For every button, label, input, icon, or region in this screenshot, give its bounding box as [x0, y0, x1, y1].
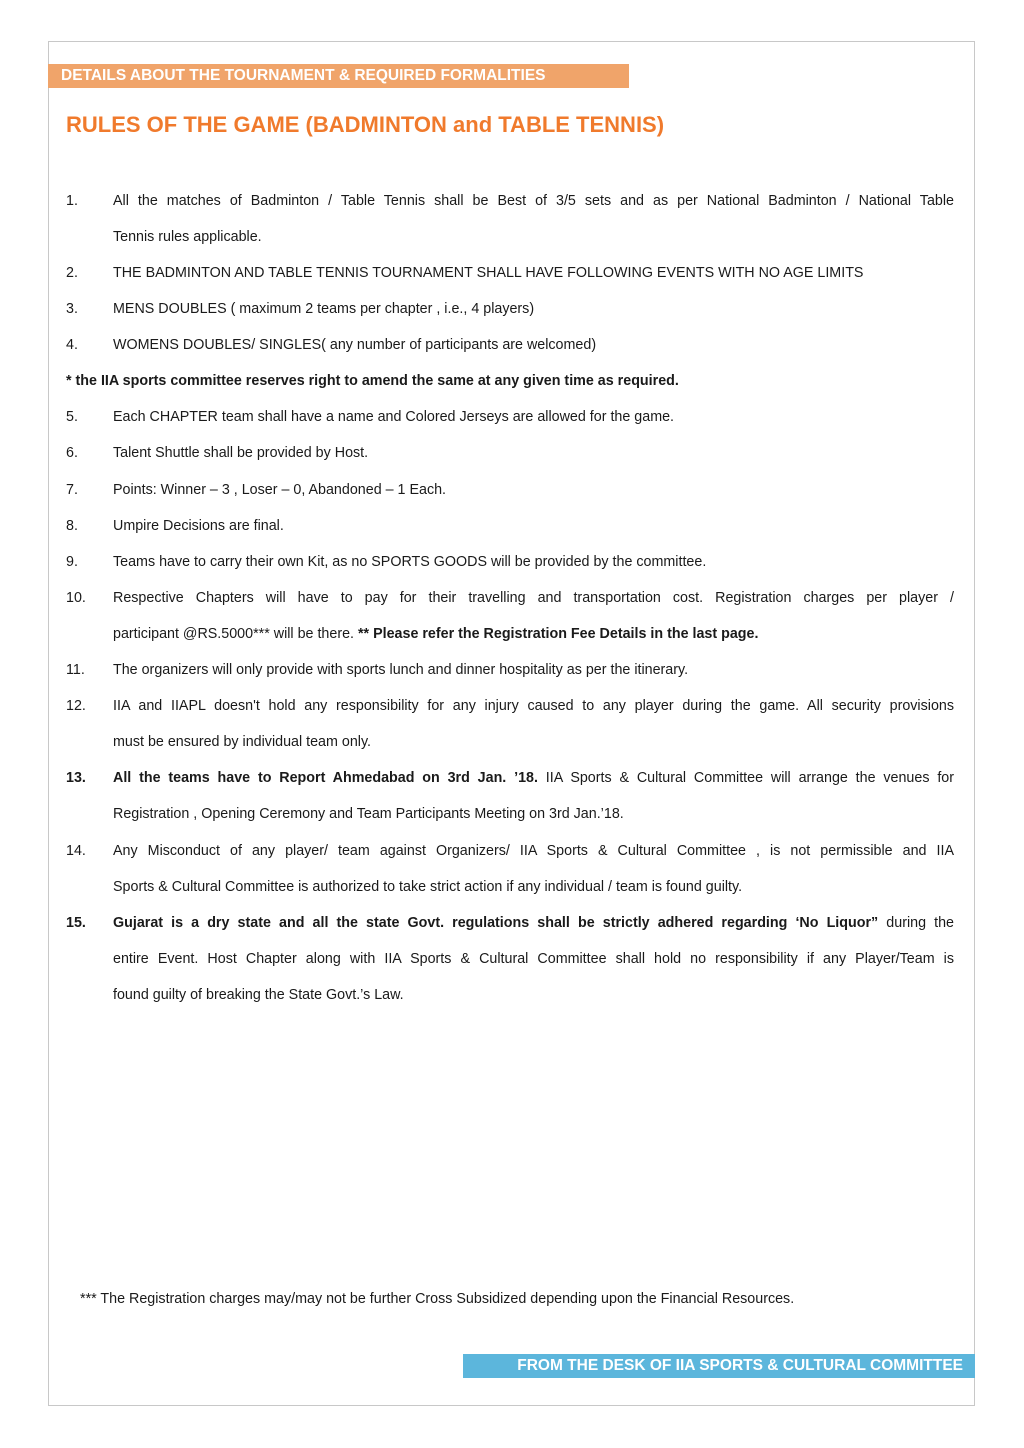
rule-text-continued: entire Event. Host Chapter along with IIA Sports & Cultural Committee shall hold no responsibility if any Player/Team is — [113, 951, 954, 967]
rule-text-continued — [113, 624, 954, 644]
rule-text-continued: found guilty of breaking the State Govt.’s Law. — [113, 987, 404, 1003]
footnote: *** The Registration charges may/may not be further Cross Subsidized depending upon the Financial Resources. — [80, 1291, 795, 1307]
rule-text-continued: must be ensured by individual team only. — [113, 734, 372, 750]
dry-state-text: Gujarat is a dry state and all the state Govt. regulations shall be strictly adhered regarding ‘No Liquor” — [113, 915, 879, 931]
rule-text: WOMENS DOUBLES/ SINGLES( any number of participants are welcomed) — [113, 337, 597, 353]
rule-number: 4. — [66, 337, 78, 353]
footer-banner: FROM THE DESK OF IIA SPORTS & CULTURAL COMMITTEE — [463, 1354, 975, 1378]
committee-note: * the IIA sports committee reserves right to amend the same at any given time as required. — [66, 373, 679, 389]
rule-text: Any Misconduct of any player/ team against Organizers/ IIA Sports & Cultural Committee , is not permissible and IIA — [113, 843, 954, 859]
rule-text-continued: Tennis rules applicable. — [113, 229, 262, 245]
rule-text: Respective Chapters will have to pay for their travelling and transportation cost. Registration charges per player / — [113, 590, 954, 606]
rule-text: Each CHAPTER team shall have a name and Colored Jerseys are allowed for the game. — [113, 409, 675, 425]
rule-number: 11. — [66, 662, 85, 678]
rule-text: Umpire Decisions are final. — [113, 518, 284, 534]
rule-text: Points: Winner – 3 , Loser – 0, Abandoned – 1 Each. — [113, 482, 447, 498]
rule-text: All the matches of Badminton / Table Tennis shall be Best of 3/5 sets and as per National Badminton / National Table — [113, 193, 954, 209]
rule-number: 14. — [66, 843, 86, 859]
rule-number: 6. — [66, 445, 78, 461]
header-banner: DETAILS ABOUT THE TOURNAMENT & REQUIRED FORMALITIES — [48, 64, 629, 88]
rule-text: Talent Shuttle shall be provided by Host. — [113, 445, 369, 461]
rule-text — [113, 768, 954, 788]
rule-number: 5. — [66, 409, 78, 425]
rule-text-continued: Registration , Opening Ceremony and Team Participants Meeting on 3rd Jan.’18. — [113, 806, 624, 822]
rule-number: 1. — [66, 193, 78, 209]
rule-text-continued: Sports & Cultural Committee is authorized to take strict action if any individual / team is found guilty. — [113, 879, 743, 895]
during-the-text: during the — [878, 915, 955, 931]
rule-text: The organizers will only provide with sports lunch and dinner hospitality as per the itinerary. — [113, 662, 689, 678]
rule-number: 2. — [66, 265, 78, 281]
rule-number: 7. — [66, 482, 78, 498]
rule-number: 12. — [66, 698, 86, 714]
registration-fee-reference: ** Please refer the Registration Fee Details in the last page. — [357, 626, 759, 642]
rule-number: 10. — [66, 590, 86, 606]
rule-text: IIA and IIAPL doesn't hold any responsibility for any injury caused to any player during the game. All security provisions — [113, 698, 954, 714]
report-date-text: All the teams have to Report Ahmedabad on 3rd Jan. ’18. — [113, 770, 538, 786]
rule-number: 15. — [66, 915, 86, 931]
page-title: RULES OF THE GAME (BADMINTON and TABLE TENNIS) — [66, 112, 665, 137]
venue-arrangement-text: IIA Sports & Cultural Committee will arrange the venues for — [537, 770, 954, 786]
rule-text: THE BADMINTON AND TABLE TENNIS TOURNAMENT SHALL HAVE FOLLOWING EVENTS WITH NO AGE LIMITS — [113, 265, 864, 281]
rule-text: MENS DOUBLES ( maximum 2 teams per chapter , i.e., 4 players) — [113, 301, 535, 317]
rule-number: 9. — [66, 554, 78, 570]
rule-text: Teams have to carry their own Kit, as no SPORTS GOODS will be provided by the committee. — [113, 554, 707, 570]
rule-text — [113, 913, 954, 933]
registration-charge-text: participant @RS.5000*** will be there. — [113, 626, 358, 642]
rule-number: 8. — [66, 518, 78, 534]
rule-number: 13. — [66, 770, 86, 786]
rule-number: 3. — [66, 301, 78, 317]
